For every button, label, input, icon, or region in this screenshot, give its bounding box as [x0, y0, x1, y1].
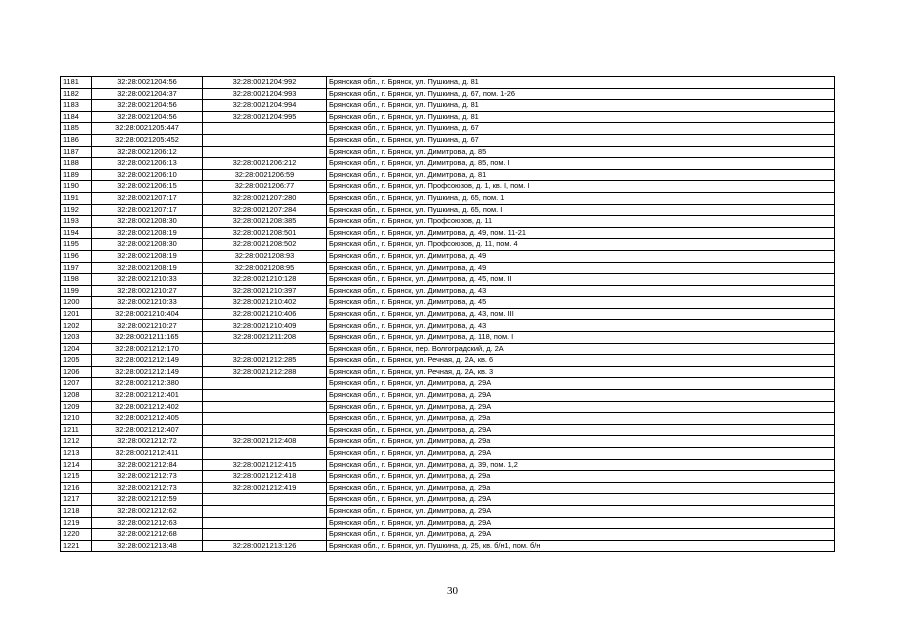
object-cadastral-number-cell: [203, 390, 327, 402]
object-cadastral-number-cell: 32:28:0021206:77: [203, 181, 327, 193]
table-row: [61, 390, 835, 402]
address-cell: Брянская обл., г. Брянск, ул. Профсоюзов, д. 11, пом. 4: [327, 239, 835, 251]
table-row: [61, 448, 835, 460]
land-cadastral-number-cell: 32:28:0021212:149: [92, 355, 203, 367]
land-cadastral-number-cell: 32:28:0021212:72: [92, 436, 203, 448]
address-cell: Брянская обл., г. Брянск, ул. Профсоюзов, д. 11: [327, 216, 835, 228]
page-number: 30: [447, 585, 458, 597]
row-number-cell: 1220: [61, 529, 92, 541]
land-cadastral-number-cell: 32:28:0021212:73: [92, 482, 203, 494]
table-row: [61, 529, 835, 541]
row-number-cell: 1195: [61, 239, 92, 251]
row-number-cell: 1182: [61, 88, 92, 100]
table-row: [61, 378, 835, 390]
row-number-cell: 1199: [61, 285, 92, 297]
land-cadastral-number-cell: 32:28:0021205:447: [92, 123, 203, 135]
table-row: [61, 343, 835, 355]
table-row: [61, 320, 835, 332]
table-row: [61, 308, 835, 320]
address-cell: Брянская обл., г. Брянск, ул. Димитрова, д. 29а: [327, 482, 835, 494]
table-row: [61, 216, 835, 228]
land-cadastral-number-cell: 32:28:0021208:30: [92, 239, 203, 251]
table-row: [61, 505, 835, 517]
object-cadastral-number-cell: [203, 146, 327, 158]
land-cadastral-number-cell: 32:28:0021212:402: [92, 401, 203, 413]
row-number-cell: 1185: [61, 123, 92, 135]
row-number-cell: 1190: [61, 181, 92, 193]
row-number-cell: 1204: [61, 343, 92, 355]
object-cadastral-number-cell: [203, 134, 327, 146]
object-cadastral-number-cell: [203, 401, 327, 413]
land-cadastral-number-cell: 32:28:0021210:33: [92, 274, 203, 286]
object-cadastral-number-cell: 32:28:0021212:408: [203, 436, 327, 448]
address-cell: Брянская обл., г. Брянск, ул. Димитрова, д. 81: [327, 169, 835, 181]
object-cadastral-number-cell: 32:28:0021208:95: [203, 262, 327, 274]
address-cell: Брянская обл., г. Брянск, ул. Димитрова, д. 29а: [327, 413, 835, 425]
land-cadastral-number-cell: 32:28:0021206:12: [92, 146, 203, 158]
row-number-cell: 1214: [61, 459, 92, 471]
row-number-cell: 1192: [61, 204, 92, 216]
object-cadastral-number-cell: 32:28:0021210:402: [203, 297, 327, 309]
table-row: [61, 274, 835, 286]
address-cell: Брянская обл., г. Брянск, ул. Димитрова, д. 29А: [327, 424, 835, 436]
row-number-cell: 1202: [61, 320, 92, 332]
address-cell: Брянская обл., г. Брянск, ул. Димитрова, д. 29А: [327, 390, 835, 402]
land-cadastral-number-cell: 32:28:0021204:56: [92, 100, 203, 112]
land-cadastral-number-cell: 32:28:0021212:84: [92, 459, 203, 471]
table-row: [61, 413, 835, 425]
object-cadastral-number-cell: 32:28:0021211:208: [203, 332, 327, 344]
land-cadastral-number-cell: 32:28:0021212:411: [92, 448, 203, 460]
table-row: [61, 366, 835, 378]
object-cadastral-number-cell: 32:28:0021210:397: [203, 285, 327, 297]
land-cadastral-number-cell: 32:28:0021212:405: [92, 413, 203, 425]
object-cadastral-number-cell: 32:28:0021212:419: [203, 482, 327, 494]
object-cadastral-number-cell: 32:28:0021208:93: [203, 250, 327, 262]
object-cadastral-number-cell: 32:28:0021212:285: [203, 355, 327, 367]
address-cell: Брянская обл., г. Брянск, ул. Димитрова, д. 29А: [327, 448, 835, 460]
land-cadastral-number-cell: 32:28:0021212:407: [92, 424, 203, 436]
row-number-cell: 1209: [61, 401, 92, 413]
address-cell: Брянская обл., г. Брянск, ул. Димитрова, д. 43: [327, 320, 835, 332]
row-number-cell: 1187: [61, 146, 92, 158]
object-cadastral-number-cell: 32:28:0021212:415: [203, 459, 327, 471]
land-cadastral-number-cell: 32:28:0021206:15: [92, 181, 203, 193]
row-number-cell: 1221: [61, 540, 92, 552]
land-cadastral-number-cell: 32:28:0021208:30: [92, 216, 203, 228]
row-number-cell: 1219: [61, 517, 92, 529]
address-cell: Брянская обл., г. Брянск, ул. Димитрова, д. 29А: [327, 401, 835, 413]
address-cell: Брянская обл., г. Брянск, ул. Димитрова, д. 29А: [327, 494, 835, 506]
address-cell: Брянская обл., г. Брянск, ул. Димитрова, д. 29А: [327, 505, 835, 517]
row-number-cell: 1196: [61, 250, 92, 262]
land-cadastral-number-cell: 32:28:0021206:13: [92, 158, 203, 170]
table-row: [61, 146, 835, 158]
table-row: [61, 517, 835, 529]
row-number-cell: 1218: [61, 505, 92, 517]
table-row: [61, 285, 835, 297]
table-row: [61, 471, 835, 483]
address-cell: Брянская обл., г. Брянск, ул. Димитрова, д. 118, пом. I: [327, 332, 835, 344]
object-cadastral-number-cell: [203, 378, 327, 390]
address-cell: Брянская обл., г. Брянск, пер. Волгоградский, д. 2А: [327, 343, 835, 355]
table-row: [61, 332, 835, 344]
address-cell: Брянская обл., г. Брянск, ул. Речная, д. 2А, кв. 3: [327, 366, 835, 378]
land-cadastral-number-cell: 32:28:0021210:33: [92, 297, 203, 309]
land-cadastral-number-cell: 32:28:0021213:48: [92, 540, 203, 552]
land-cadastral-number-cell: 32:28:0021212:63: [92, 517, 203, 529]
row-number-cell: 1217: [61, 494, 92, 506]
row-number-cell: 1200: [61, 297, 92, 309]
table-row: [61, 482, 835, 494]
address-cell: Брянская обл., г. Брянск, ул. Пушкина, д. 65, пом. I: [327, 204, 835, 216]
row-number-cell: 1181: [61, 77, 92, 89]
address-cell: Брянская обл., г. Брянск, ул. Димитрова, д. 49, пом. 11-21: [327, 227, 835, 239]
row-number-cell: 1183: [61, 100, 92, 112]
table-row: [61, 181, 835, 193]
table-row: [61, 436, 835, 448]
table-row: [61, 227, 835, 239]
object-cadastral-number-cell: 32:28:0021207:284: [203, 204, 327, 216]
row-number-cell: 1216: [61, 482, 92, 494]
address-cell: Брянская обл., г. Брянск, ул. Димитрова, д. 49: [327, 262, 835, 274]
table-row: [61, 355, 835, 367]
object-cadastral-number-cell: 32:28:0021208:501: [203, 227, 327, 239]
row-number-cell: 1211: [61, 424, 92, 436]
land-cadastral-number-cell: 32:28:0021210:27: [92, 285, 203, 297]
address-cell: Брянская обл., г. Брянск, ул. Пушкина, д. 67: [327, 134, 835, 146]
table-row: [61, 111, 835, 123]
row-number-cell: 1194: [61, 227, 92, 239]
table-row: [61, 100, 835, 112]
row-number-cell: 1188: [61, 158, 92, 170]
land-cadastral-number-cell: 32:28:0021208:19: [92, 262, 203, 274]
table-row: [61, 250, 835, 262]
row-number-cell: 1207: [61, 378, 92, 390]
address-cell: Брянская обл., г. Брянск, ул. Пушкина, д. 81: [327, 100, 835, 112]
object-cadastral-number-cell: 32:28:0021212:288: [203, 366, 327, 378]
table-row: [61, 158, 835, 170]
object-cadastral-number-cell: 32:28:0021204:993: [203, 88, 327, 100]
land-cadastral-number-cell: 32:28:0021212:68: [92, 529, 203, 541]
address-cell: Брянская обл., г. Брянск, ул. Пушкина, д. 65, пом. 1: [327, 192, 835, 204]
object-cadastral-number-cell: 32:28:0021210:409: [203, 320, 327, 332]
land-cadastral-number-cell: 32:28:0021205:452: [92, 134, 203, 146]
object-cadastral-number-cell: 32:28:0021210:128: [203, 274, 327, 286]
table-row: [61, 123, 835, 135]
row-number-cell: 1208: [61, 390, 92, 402]
row-number-cell: 1212: [61, 436, 92, 448]
registry-table-body: [61, 77, 835, 552]
row-number-cell: 1213: [61, 448, 92, 460]
address-cell: Брянская обл., г. Брянск, ул. Димитрова, д. 29А: [327, 378, 835, 390]
address-cell: Брянская обл., г. Брянск, ул. Димитрова, д. 43: [327, 285, 835, 297]
object-cadastral-number-cell: 32:28:0021207:280: [203, 192, 327, 204]
table-row: [61, 401, 835, 413]
land-cadastral-number-cell: 32:28:0021207:17: [92, 204, 203, 216]
object-cadastral-number-cell: 32:28:0021208:502: [203, 239, 327, 251]
object-cadastral-number-cell: [203, 448, 327, 460]
address-cell: Брянская обл., г. Брянск, ул. Пушкина, д. 67: [327, 123, 835, 135]
object-cadastral-number-cell: [203, 343, 327, 355]
row-number-cell: 1191: [61, 192, 92, 204]
table-row: [61, 297, 835, 309]
land-cadastral-number-cell: 32:28:0021208:19: [92, 227, 203, 239]
object-cadastral-number-cell: 32:28:0021213:126: [203, 540, 327, 552]
object-cadastral-number-cell: [203, 517, 327, 529]
land-cadastral-number-cell: 32:28:0021207:17: [92, 192, 203, 204]
object-cadastral-number-cell: [203, 424, 327, 436]
address-cell: Брянская обл., г. Брянск, ул. Пушкина, д. 67, пом. 1-26: [327, 88, 835, 100]
row-number-cell: 1210: [61, 413, 92, 425]
object-cadastral-number-cell: [203, 529, 327, 541]
land-cadastral-number-cell: 32:28:0021204:56: [92, 111, 203, 123]
row-number-cell: 1193: [61, 216, 92, 228]
object-cadastral-number-cell: 32:28:0021208:385: [203, 216, 327, 228]
table-row: [61, 192, 835, 204]
row-number-cell: 1198: [61, 274, 92, 286]
land-cadastral-number-cell: 32:28:0021208:19: [92, 250, 203, 262]
address-cell: Брянская обл., г. Брянск, ул. Димитрова, д. 29а: [327, 436, 835, 448]
address-cell: Брянская обл., г. Брянск, ул. Димитрова, д. 43, пом. III: [327, 308, 835, 320]
address-cell: Брянская обл., г. Брянск, ул. Речная, д. 2А, кв. 6: [327, 355, 835, 367]
table-row: [61, 424, 835, 436]
object-cadastral-number-cell: 32:28:0021212:418: [203, 471, 327, 483]
row-number-cell: 1184: [61, 111, 92, 123]
land-cadastral-number-cell: 32:28:0021212:62: [92, 505, 203, 517]
address-cell: Брянская обл., г. Брянск, ул. Димитрова, д. 85: [327, 146, 835, 158]
object-cadastral-number-cell: 32:28:0021206:59: [203, 169, 327, 181]
table-row: [61, 134, 835, 146]
object-cadastral-number-cell: [203, 505, 327, 517]
object-cadastral-number-cell: 32:28:0021206:212: [203, 158, 327, 170]
address-cell: Брянская обл., г. Брянск, ул. Пушкина, д. 81: [327, 111, 835, 123]
land-cadastral-number-cell: 32:28:0021204:56: [92, 77, 203, 89]
row-number-cell: 1201: [61, 308, 92, 320]
land-cadastral-number-cell: 32:28:0021206:10: [92, 169, 203, 181]
table-row: [61, 169, 835, 181]
address-cell: Брянская обл., г. Брянск, ул. Димитрова, д. 49: [327, 250, 835, 262]
object-cadastral-number-cell: 32:28:0021204:994: [203, 100, 327, 112]
address-cell: Брянская обл., г. Брянск, ул. Димитрова, д. 29А: [327, 529, 835, 541]
address-cell: Брянская обл., г. Брянск, ул. Пушкина, д. 25, кв. б/н1, пом. б/н: [327, 540, 835, 552]
address-cell: Брянская обл., г. Брянск, ул. Димитрова, д. 39, пом. 1,2: [327, 459, 835, 471]
land-cadastral-number-cell: 32:28:0021212:401: [92, 390, 203, 402]
address-cell: Брянская обл., г. Брянск, ул. Пушкина, д. 81: [327, 77, 835, 89]
land-cadastral-number-cell: 32:28:0021210:27: [92, 320, 203, 332]
land-cadastral-number-cell: 32:28:0021211:165: [92, 332, 203, 344]
land-cadastral-number-cell: 32:28:0021210:404: [92, 308, 203, 320]
address-cell: Брянская обл., г. Брянск, ул. Профсоюзов, д. 1, кв. I, пом. I: [327, 181, 835, 193]
land-cadastral-number-cell: 32:28:0021212:73: [92, 471, 203, 483]
object-cadastral-number-cell: 32:28:0021204:995: [203, 111, 327, 123]
row-number-cell: 1189: [61, 169, 92, 181]
table-row: [61, 459, 835, 471]
address-cell: Брянская обл., г. Брянск, ул. Димитрова, д. 29А: [327, 517, 835, 529]
land-cadastral-number-cell: 32:28:0021204:37: [92, 88, 203, 100]
table-row: [61, 262, 835, 274]
row-number-cell: 1197: [61, 262, 92, 274]
object-cadastral-number-cell: 32:28:0021210:406: [203, 308, 327, 320]
address-cell: Брянская обл., г. Брянск, ул. Димитрова, д. 29а: [327, 471, 835, 483]
table-row: [61, 204, 835, 216]
address-cell: Брянская обл., г. Брянск, ул. Димитрова, д. 85, пом. I: [327, 158, 835, 170]
row-number-cell: 1186: [61, 134, 92, 146]
table-row: [61, 494, 835, 506]
table-row: [61, 88, 835, 100]
object-cadastral-number-cell: [203, 123, 327, 135]
land-cadastral-number-cell: 32:28:0021212:380: [92, 378, 203, 390]
address-cell: Брянская обл., г. Брянск, ул. Димитрова, д. 45, пом. II: [327, 274, 835, 286]
land-cadastral-number-cell: 32:28:0021212:149: [92, 366, 203, 378]
object-cadastral-number-cell: 32:28:0021204:992: [203, 77, 327, 89]
land-cadastral-number-cell: 32:28:0021212:170: [92, 343, 203, 355]
row-number-cell: 1215: [61, 471, 92, 483]
table-row: [61, 540, 835, 552]
land-cadastral-number-cell: 32:28:0021212:59: [92, 494, 203, 506]
table-row: [61, 77, 835, 89]
row-number-cell: 1203: [61, 332, 92, 344]
registry-table: [60, 76, 835, 552]
object-cadastral-number-cell: [203, 413, 327, 425]
object-cadastral-number-cell: [203, 494, 327, 506]
address-cell: Брянская обл., г. Брянск, ул. Димитрова, д. 45: [327, 297, 835, 309]
row-number-cell: 1205: [61, 355, 92, 367]
row-number-cell: 1206: [61, 366, 92, 378]
table-row: [61, 239, 835, 251]
